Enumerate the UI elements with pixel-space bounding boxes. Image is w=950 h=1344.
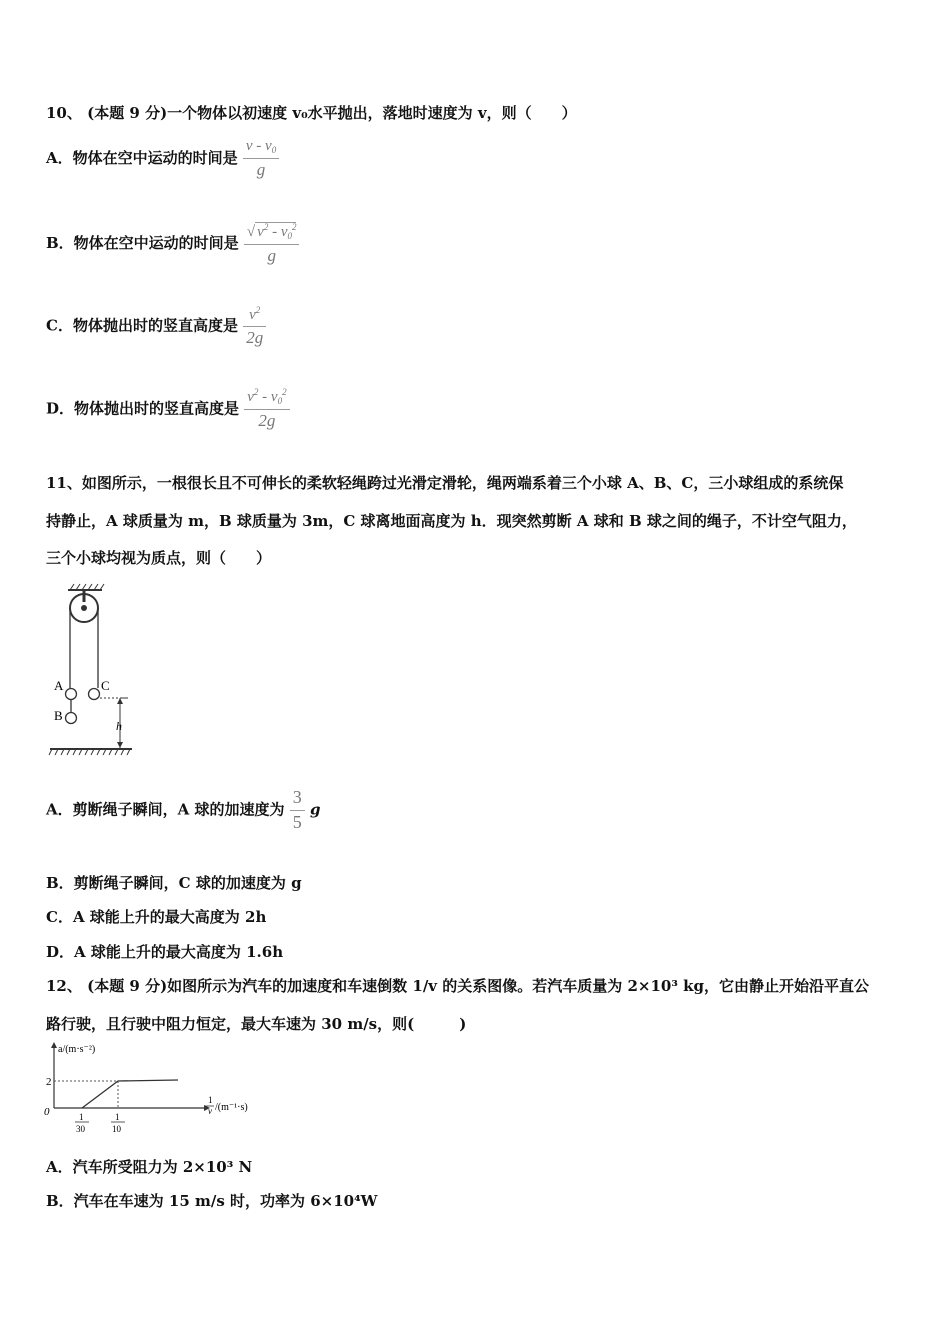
q11-option-b: B．剪断绳子瞬间，C 球的加速度为 g (46, 874, 302, 892)
label-b: B (54, 708, 63, 723)
ground-hatch (49, 749, 132, 755)
graph-ylabel: a/(m·s⁻²) (58, 1044, 96, 1055)
q10-option-d-formula: $\frac{v^2 - v_0^2}{2g}$ (244, 388, 289, 431)
q10-option-d (46, 388, 290, 431)
q12-stem-line1: 12、 (本题 9 分)如图所示为汽车的加速度和车速倒数 1/v 的关系图像。若汽车质量为 2×10³ kg，它由静止开始沿平直公 (46, 977, 870, 995)
x-tick2-num: 1 (115, 1112, 120, 1122)
graph-origin: 0 (44, 1106, 50, 1118)
q11-option-a-formula: $\frac{3}{5}$ (290, 788, 305, 833)
q10-option-c-text: C．物体抛出时的竖直高度是 (46, 316, 238, 335)
ball-b (66, 713, 77, 724)
ball-a (66, 689, 77, 700)
q12-acceleration-graph (44, 1040, 264, 1140)
q11-option-c: C．A 球能上升的最大高度为 2h (46, 908, 267, 926)
graph-xlabel: /(m⁻¹·s) (215, 1102, 248, 1113)
q11-stem-line2: 持静止，A 球质量为 m，B 球质量为 3m，C 球离地面高度为 h．现突然剪断 A 球和 B 球之间的绳子，不计空气阻力， (46, 512, 857, 530)
q10-option-b (46, 222, 299, 266)
q11-stem-line1: 11、如图所示，一根很长且不可伸长的柔软轻绳跨过光滑定滑轮，绳两端系着三个小球 A、B、C，三小球组成的系统保 (46, 474, 844, 492)
q12-stem-line2: 路行驶，且行驶中阻力恒定，最大车速为 30 m/s，则( ) (46, 1015, 467, 1033)
q11-stem-line3: 三个小球均视为质点，则（ ） (46, 549, 272, 567)
q10-stem: 10、 (本题 9 分)一个物体以初速度 v₀水平抛出，落地时速度为 v，则（ ） (46, 104, 577, 122)
q10-option-c (46, 306, 266, 347)
q11-option-d: D．A 球能上升的最大高度为 1.6h (46, 943, 284, 961)
q10-option-b-formula: $\frac{√ v^2 - v_0^2}{g}$ (244, 222, 300, 266)
q10-option-a-formula: $\frac{v - v_0}{g}$ (243, 138, 279, 180)
q11-option-a: A．剪断绳子瞬间，A 球的加速度为 $\frac{3}{5}$ g (46, 787, 321, 832)
x-tick2-den: 10 (112, 1124, 121, 1134)
label-a: A (54, 678, 64, 693)
x-tick1-num: 1 (79, 1112, 84, 1122)
q12-option-b: B．汽车在车速为 15 m/s 时，功率为 6×10⁴W (46, 1192, 378, 1210)
q12-option-a: A．汽车所受阻力为 2×10³ N (46, 1158, 253, 1176)
q10-option-b-text: B．物体在空中运动的时间是 (46, 233, 239, 252)
label-h: h (116, 719, 122, 733)
q11-pulley-figure (46, 582, 146, 762)
label-c: C (101, 678, 110, 693)
q10-option-c-formula: $\frac{v^2}{2g}$ (243, 306, 266, 347)
ball-c (89, 689, 100, 700)
ceiling-hatch (68, 584, 104, 590)
x-tick1-den: 30 (76, 1124, 85, 1134)
x-label-den: v (208, 1106, 212, 1116)
graph-line (82, 1080, 178, 1108)
q11-option-a-text: A．剪断绳子瞬间，A 球的加速度为 (46, 800, 285, 819)
q10-option-d-text: D．物体抛出时的竖直高度是 (46, 399, 240, 418)
graph-y-tick: 2 (46, 1076, 52, 1088)
q10-option-a-text: A．物体在空中运动的时间是 (46, 148, 238, 167)
q10-option-a (46, 138, 279, 180)
x-label-num: 1 (208, 1095, 213, 1105)
